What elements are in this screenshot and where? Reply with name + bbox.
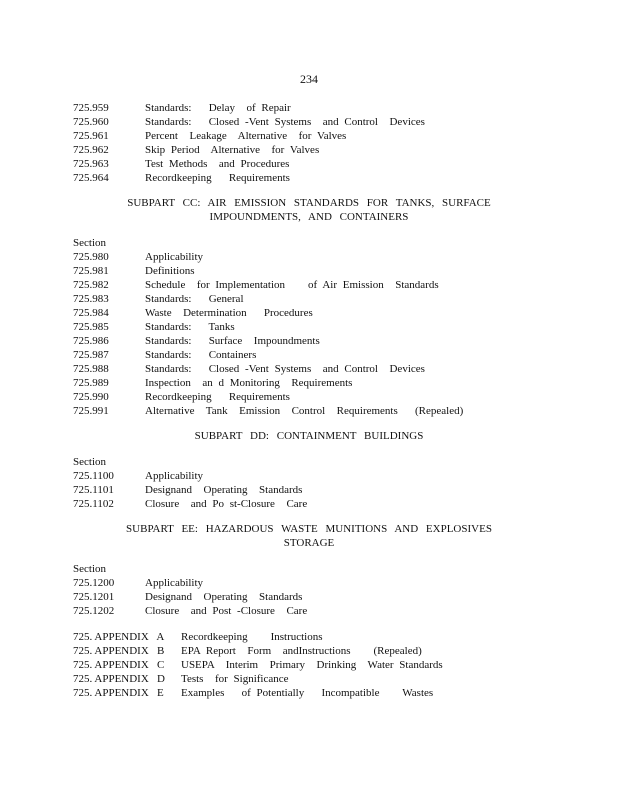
appendix-number: 725. APPENDIX C [73,659,165,671]
section-title: Designand Operating Standards [145,591,303,603]
section-title: Applicability [145,251,204,263]
page-number: 234 [300,72,318,86]
section-title: Inspection an d Monitoring Requirements [145,377,353,389]
section-number: 725.1100 [73,470,114,482]
section-title: Closure and Post -Closure Care [145,605,308,617]
section-title: Standards: Containers [145,349,257,361]
section-label: Section [73,563,106,575]
section-number: 725.987 [73,349,109,361]
section-number: 725.986 [73,335,109,347]
section-number: 725.983 [73,293,109,305]
section-number: 725.989 [73,377,109,389]
subpart-heading: SUBPART EE: HAZARDOUS WASTE MUNITIONS AND EXPLOSIVES [126,523,492,535]
section-title: Designand Operating Standards [145,484,303,496]
appendix-title: Tests for Significance [181,673,289,685]
section-number: 725.990 [73,391,109,403]
appendix-number: 725. APPENDIX A [73,631,165,643]
subpart-heading: SUBPART DD: CONTAINMENT BUILDINGS [194,430,424,442]
section-title: Standards: Surface Impoundments [145,335,320,347]
section-title: Test Methods and Procedures [145,158,290,170]
subpart-heading-continued: IMPOUNDMENTS, AND CONTAINERS [209,211,409,223]
subpart-heading: SUBPART CC: AIR EMISSION STANDARDS FOR TANKS, SURFACE [127,197,491,209]
section-title: Skip Period Alternative for Valves [145,144,320,156]
section-label: Section [73,237,106,249]
section-title: Alternative Tank Emission Control Requirements (Repealed) [145,405,464,417]
section-title: Waste Determination Procedures [145,307,313,319]
section-number: 725.961 [73,130,109,142]
section-number: 725.1202 [73,605,115,617]
appendix-title: USEPA Interim Primary Drinking Water Standards [181,659,443,671]
section-title: Standards: Closed -Vent Systems and Control Devices [145,363,425,375]
section-number: 725.962 [73,144,109,156]
section-title: Percent Leakage Alternative for Valves [145,130,347,142]
section-title: Standards: General [145,293,244,305]
section-title: Applicability [145,577,204,589]
section-number: 725.984 [73,307,109,319]
appendix-title: Examples of Potentially Incompatible Wastes [181,687,434,699]
appendix-title: EPA Report Form andInstructions (Repealed) [181,645,422,657]
section-number: 725.1102 [73,498,114,510]
subpart-heading-continued: STORAGE [283,537,335,549]
section-number: 725.1101 [73,484,114,496]
section-label: Section [73,456,106,468]
section-number: 725.1201 [73,591,115,603]
section-title: Standards: Closed -Vent Systems and Control Devices [145,116,425,128]
section-number: 725.960 [73,116,109,128]
section-number: 725.991 [73,405,109,417]
section-title: Definitions [145,265,195,277]
appendix-number: 725. APPENDIX B [73,645,165,657]
section-title: Recordkeeping Requirements [145,172,290,184]
section-number: 725.1200 [73,577,115,589]
section-title: Closure and Po st-Closure Care [145,498,308,510]
section-number: 725.988 [73,363,109,375]
section-title: Standards: Tanks [145,321,235,333]
section-number: 725.980 [73,251,109,263]
section-title: Standards: Delay of Repair [145,102,291,114]
appendix-number: 725. APPENDIX E [73,687,164,699]
section-number: 725.959 [73,102,109,114]
section-title: Recordkeeping Requirements [145,391,290,403]
section-number: 725.982 [73,279,109,291]
appendix-number: 725. APPENDIX D [73,673,165,685]
section-number: 725.985 [73,321,109,333]
section-title: Schedule for Implementation of Air Emission Standards [145,279,439,291]
section-number: 725.981 [73,265,109,277]
section-title: Applicability [145,470,204,482]
section-number: 725.964 [73,172,109,184]
appendix-title: Recordkeeping Instructions [181,631,323,643]
section-number: 725.963 [73,158,109,170]
